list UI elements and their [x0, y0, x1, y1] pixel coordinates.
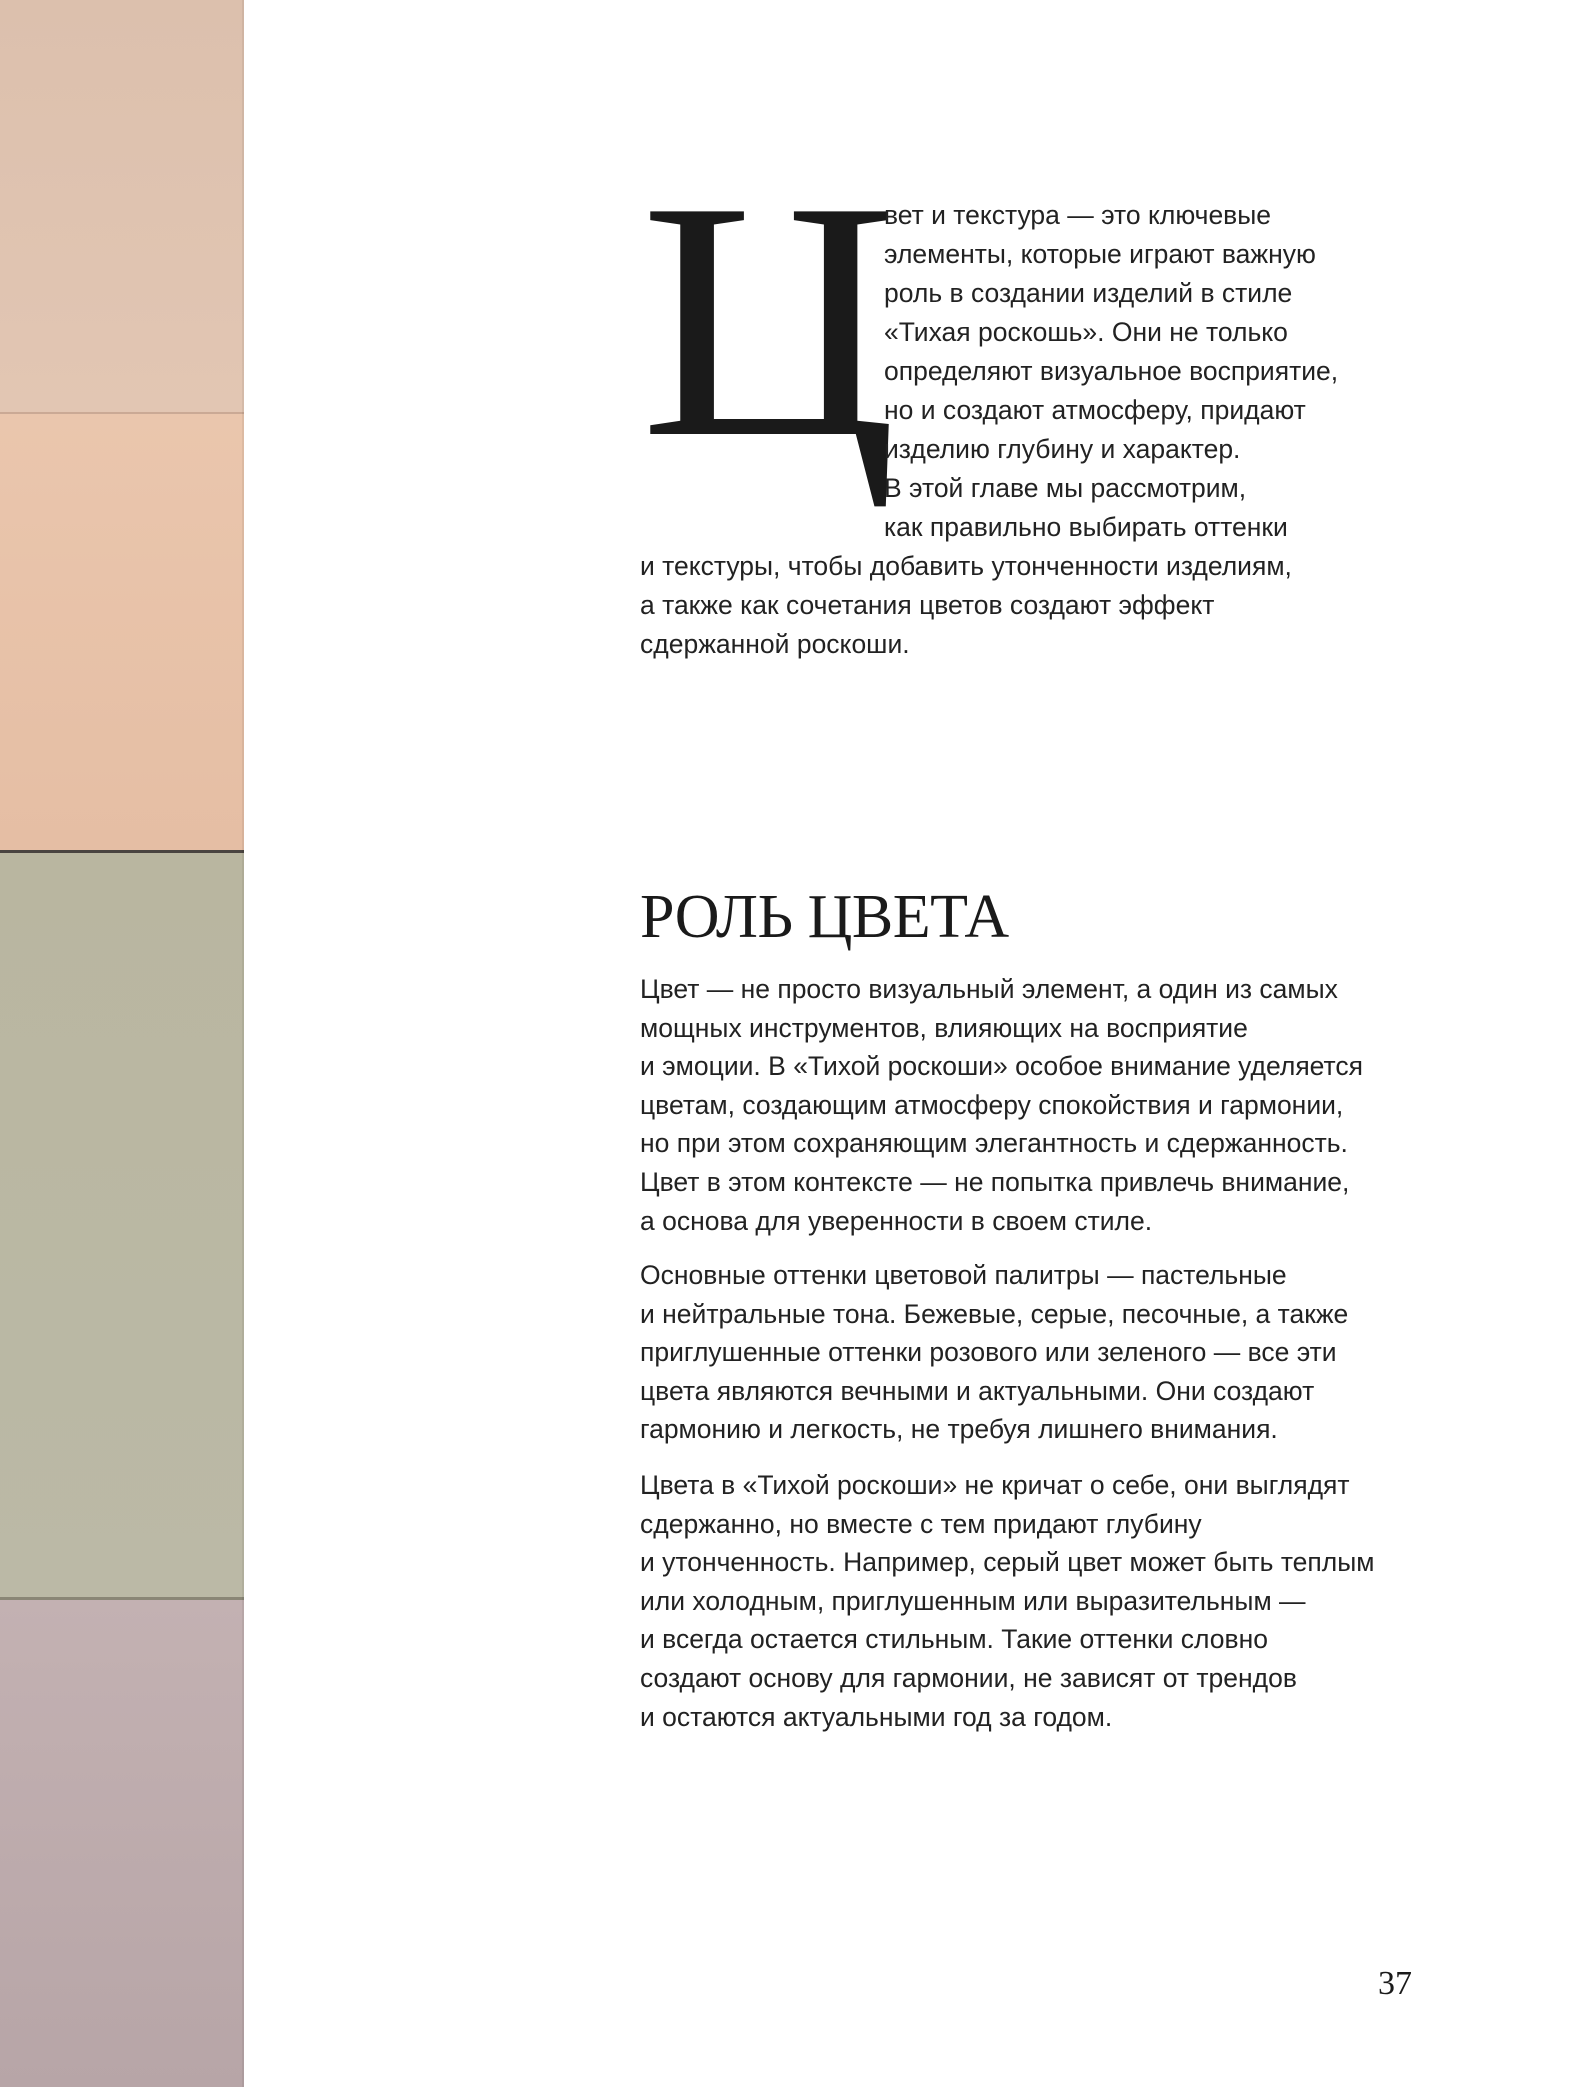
- paragraph-line: или холодным, приглушенным или выразительным —: [640, 1585, 1306, 1616]
- strip-edge: [242, 0, 244, 2087]
- intro-line: как правильно выбирать оттенки: [884, 512, 1288, 542]
- paragraph-line: и всегда остается стильным. Такие оттенки словно: [640, 1624, 1268, 1655]
- intro-line: роль в создании изделий в стиле: [884, 278, 1293, 308]
- paragraph-line: но при этом сохраняющим элегантность и сдержанность.: [640, 1128, 1348, 1159]
- intro-line: вет и текстура — это ключевые: [884, 200, 1272, 230]
- intro-line: сдержанной роскоши.: [640, 629, 910, 659]
- paragraph-line: а основа для уверенности в своем стиле.: [640, 1205, 1153, 1236]
- drop-cap: Ц: [640, 131, 898, 508]
- body-paragraph: [640, 1256, 1400, 1449]
- paragraph-line: Цвета в «Тихой роскоши» не кричат о себе, они выглядят: [640, 1470, 1350, 1500]
- intro-line: определяют визуальное восприятие,: [884, 356, 1339, 386]
- intro-line: «Тихая роскошь». Они не только: [884, 317, 1288, 347]
- paragraph-line: цветам, создающим атмосферу спокойствия и гармонии,: [640, 1089, 1344, 1120]
- paragraph-line: и утонченность. Например, серый цвет может быть теплым: [640, 1547, 1375, 1578]
- intro-line: и текстуры, чтобы добавить утонченности изделиям,: [640, 551, 1292, 581]
- paragraph-line: и эмоции. В «Тихой роскоши» особое внимание уделяется: [640, 1051, 1363, 1082]
- paragraph-line: и остаются актуальными год за годом.: [640, 1701, 1113, 1732]
- paragraph-line: сдержанно, но вместе с тем придают глубину: [640, 1508, 1202, 1539]
- swatch-sage: [0, 853, 244, 1600]
- intro-line: В этой главе мы рассмотрим,: [884, 473, 1247, 503]
- paragraph-line: цвета являются вечными и актуальными. Они создают: [640, 1375, 1315, 1406]
- paragraph-line: приглушенные оттенки розового или зеленого — все эти: [640, 1337, 1337, 1368]
- swatch-beige: [0, 0, 244, 414]
- paragraph-line: гармонию и легкость, не требуя лишнего внимания.: [640, 1414, 1278, 1445]
- body-paragraph: [640, 970, 1400, 1240]
- paragraph-line: и нейтральные тона. Бежевые, серые, песочные, а также: [640, 1298, 1349, 1329]
- intro-line: а также как сочетания цветов создают эффект: [640, 590, 1215, 620]
- paragraph-line: Цвет — не просто визуальный элемент, а один из самых: [640, 974, 1338, 1004]
- paragraph-line: мощных инструментов, влияющих на восприятие: [640, 1012, 1248, 1043]
- intro-line: изделию глубину и характер.: [884, 434, 1241, 464]
- paragraph-line: Основные оттенки цветовой палитры — пастельные: [640, 1260, 1287, 1290]
- intro-line: элементы, которые играют важную: [884, 239, 1316, 269]
- color-swatch-strip: [0, 0, 244, 2087]
- section-heading: РОЛЬ ЦВЕТА: [640, 883, 1009, 951]
- body-paragraph: [640, 1466, 1400, 1736]
- paragraph-line: создают основу для гармонии, не зависят от трендов: [640, 1662, 1297, 1693]
- intro-line: но и создают атмосферу, придают: [884, 395, 1306, 425]
- paragraph-line: Цвет в этом контексте — не попытка привлечь внимание,: [640, 1166, 1350, 1197]
- swatch-mauve: [0, 1600, 244, 2087]
- swatch-peach: [0, 414, 244, 853]
- page-number: 37: [1378, 1965, 1412, 2002]
